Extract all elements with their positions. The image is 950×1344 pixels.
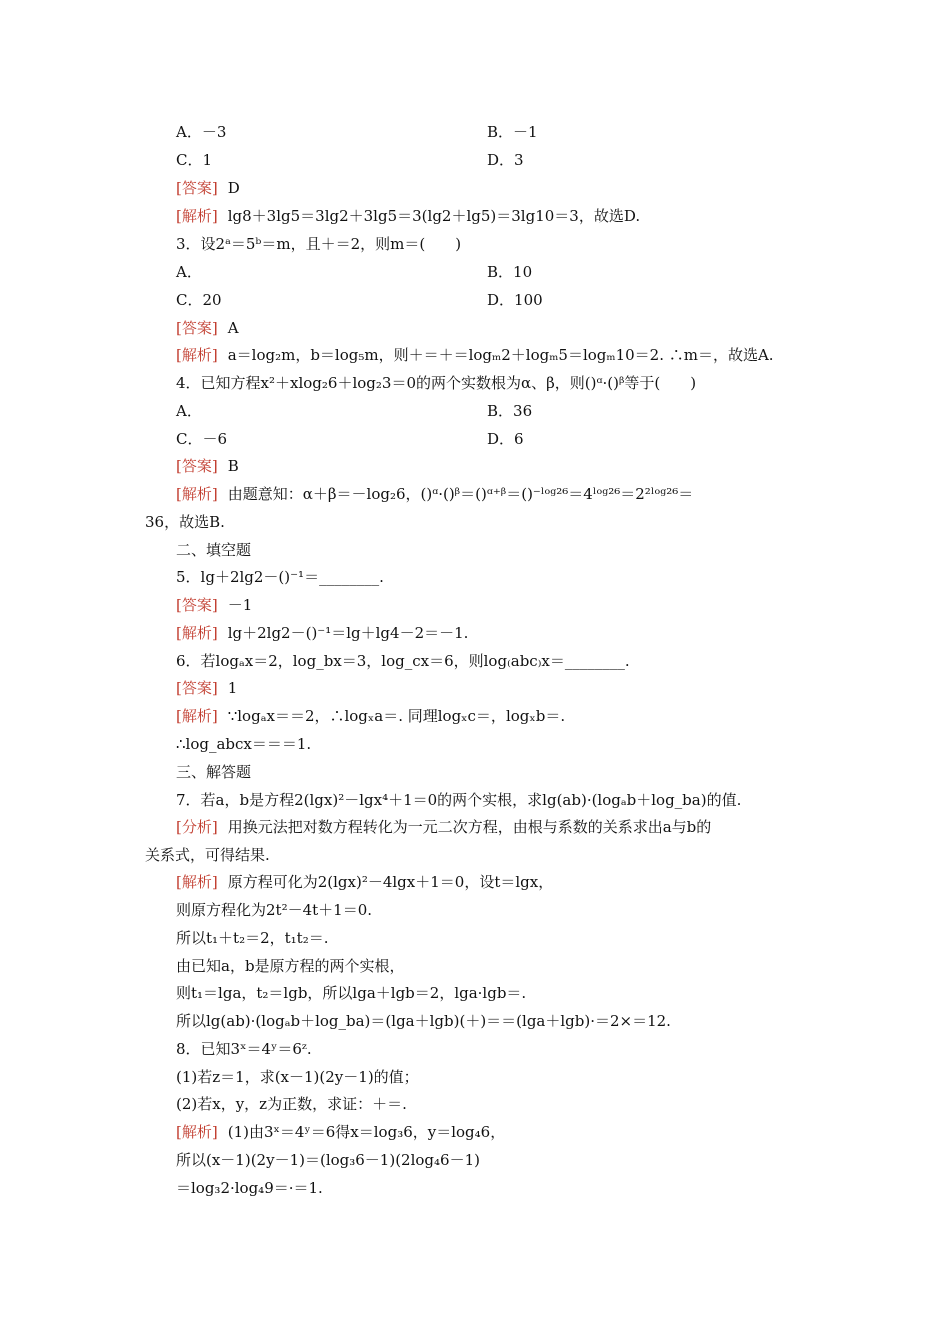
option-right: D．6 (487, 430, 524, 448)
option-right: B．10 (487, 263, 533, 281)
line-text: A (227, 319, 239, 337)
text-line: ＝log₃2·log₄9＝·＝1. (176, 1179, 323, 1197)
tagged-line (176, 815, 711, 839)
option-row (0, 427, 950, 451)
section-tag: [答案] (176, 319, 218, 337)
section-tag: [解析] (176, 624, 218, 642)
option-row (0, 120, 950, 144)
line-text: 1 (227, 679, 238, 697)
option-right: D．100 (487, 291, 543, 309)
tagged-line (176, 316, 239, 340)
option-left: C．－6 (176, 430, 228, 448)
text-line: 所以t₁＋t₂＝2，t₁t₂＝. (176, 929, 329, 947)
line-text: 原方程可化为2(lgx)²－4lgx＋1＝0，设t＝lgx， (227, 873, 554, 891)
continuation-line: 关系式，可得结果. (145, 846, 270, 864)
tagged-line (176, 704, 565, 728)
text-line: 6．若logₐx＝2，log_bx＝3，log_cx＝6，则log₍abc₎x＝________. (176, 652, 630, 670)
section-tag: [答案] (176, 596, 218, 614)
tagged-line (176, 593, 252, 617)
tagged-line (176, 482, 693, 506)
text-line: 则t₁＝lga，t₂＝lgb，所以lga＋lgb＝2，lga·lgb＝. (176, 984, 527, 1002)
text-line: 则原方程化为2t²－4t＋1＝0. (176, 901, 373, 919)
section-tag: [解析] (176, 707, 218, 725)
option-left: A．－3 (176, 123, 227, 141)
text-line: 所以lg(ab)·(logₐb＋log_ba)＝(lga＋lgb)(＋)＝＝(lga＋lgb)·＝2×＝12. (176, 1012, 671, 1030)
section-tag: [解析] (176, 346, 218, 364)
option-right: B．36 (487, 402, 533, 420)
option-left: A． (176, 402, 202, 420)
text-line: 所以(x－1)(2y－1)＝(log₃6－1)(2log₄6－1) (176, 1151, 480, 1169)
section-tag: [解析] (176, 207, 218, 225)
text-line: 4．已知方程x²＋xlog₂6＋log₂3＝0的两个实数根为α、β，则()ᵅ·()ᵝ等于( ) (176, 374, 697, 392)
line-text: a＝log₂m，b＝log₅m，则＋＝＋＝logₘ2＋logₘ5＝logₘ10＝2. ∴m＝，故选A. (227, 346, 774, 364)
section-tag: [解析] (176, 1123, 218, 1141)
section-tag: [答案] (176, 679, 218, 697)
option-row (0, 148, 950, 172)
line-text: (1)由3ˣ＝4ʸ＝6得x＝log₃6，y＝log₄6， (227, 1123, 506, 1141)
option-left: A． (176, 263, 202, 281)
text-line: 7．若a，b是方程2(lgx)²－lgx⁴＋1＝0的两个实根，求lg(ab)·(logₐb＋log_ba)的值. (176, 791, 742, 809)
text-line: (1)若z＝1，求(x－1)(2y－1)的值； (176, 1068, 419, 1086)
line-text: B (227, 457, 239, 475)
line-text: lg＋2lg2－()⁻¹＝lg＋lg4－2＝－1. (227, 624, 469, 642)
tagged-line (176, 1120, 505, 1144)
tagged-line (176, 343, 774, 367)
option-left: C．1 (176, 151, 213, 169)
option-row (0, 399, 950, 423)
section-tag: [答案] (176, 179, 218, 197)
option-row (0, 288, 950, 312)
section-tag: [分析] (176, 818, 218, 836)
tagged-line (176, 204, 640, 228)
text-line: 8．已知3ˣ＝4ʸ＝6ᶻ. (176, 1040, 312, 1058)
section-tag: [答案] (176, 457, 218, 475)
text-line: ∴log_abcx＝＝＝1. (176, 735, 312, 753)
tagged-line (176, 621, 468, 645)
continuation-line: 36，故选B. (145, 513, 225, 531)
line-text: －1 (227, 596, 253, 614)
line-text: 用换元法把对数方程转化为一元二次方程，由根与系数的关系求出a与b的 (227, 818, 712, 836)
text-line: 三、解答题 (176, 763, 252, 781)
tagged-line (176, 176, 240, 200)
option-row (0, 260, 950, 284)
line-text: D (227, 179, 240, 197)
text-line: (2)若x，y，z为正数，求证：＋＝. (176, 1095, 407, 1113)
text-line: 3．设2ᵃ＝5ᵇ＝m，且＋＝2，则m＝( ) (176, 235, 462, 253)
text-line: 二、填空题 (176, 541, 252, 559)
text-line: 5．lg＋2lg2－()⁻¹＝________. (176, 568, 384, 586)
tagged-line (176, 676, 237, 700)
option-right: D．3 (487, 151, 524, 169)
option-left: C．20 (176, 291, 222, 309)
section-tag: [解析] (176, 873, 218, 891)
line-text: ∵logₐx＝＝2，∴logₓa＝. 同理logₓc＝，logₓb＝. (227, 707, 566, 725)
text-line: 由已知a，b是原方程的两个实根， (176, 957, 405, 975)
option-right: B．－1 (487, 123, 538, 141)
line-text: lg8＋3lg5＝3lg2＋3lg5＝3(lg2＋lg5)＝3lg10＝3，故选D. (227, 207, 641, 225)
tagged-line (176, 870, 553, 894)
line-text: 由题意知：α＋β＝－log₂6，()ᵅ·()ᵝ＝()ᵅ⁺ᵝ＝()⁻ˡᵒᵍ²⁶＝4ˡᵒᵍ²⁶＝2²ˡᵒᵍ²⁶＝ (227, 485, 694, 503)
tagged-line (176, 454, 239, 478)
section-tag: [解析] (176, 485, 218, 503)
